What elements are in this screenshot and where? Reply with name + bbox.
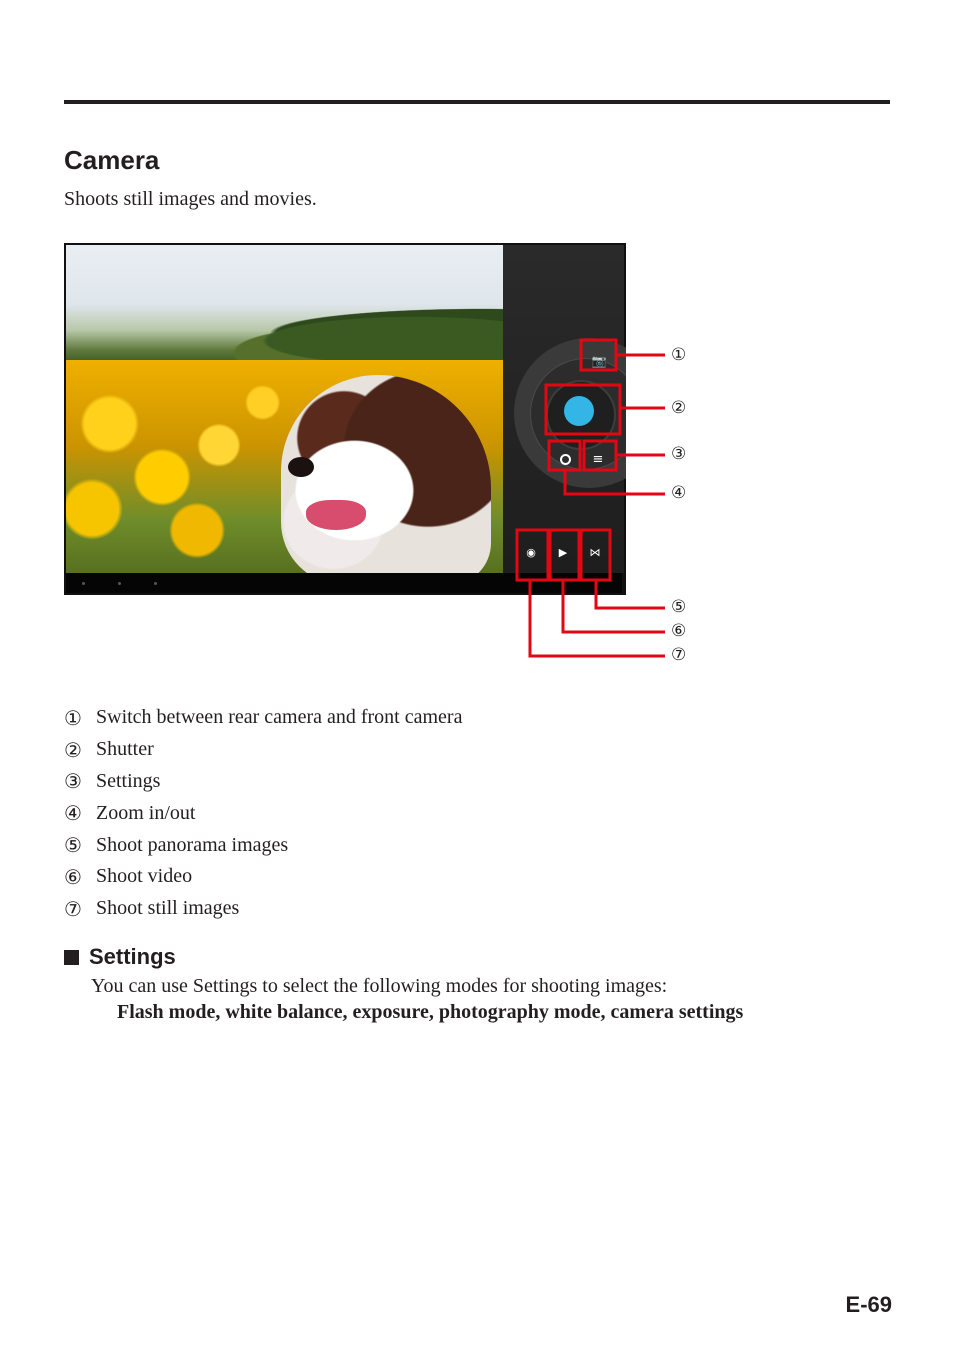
status-dot xyxy=(82,582,85,585)
legend-item xyxy=(64,893,462,925)
square-bullet-icon xyxy=(64,950,79,965)
legend-item xyxy=(64,797,462,829)
intro-text: Shoots still images and movies. xyxy=(64,188,317,210)
status-dot xyxy=(118,582,121,585)
settings-description: You can use Settings to select the following modes for shooting images: xyxy=(91,975,668,997)
legend-item xyxy=(64,766,462,798)
camera-screenshot xyxy=(64,243,626,595)
callout-number-7: ⑦ xyxy=(671,645,687,665)
page-title: Camera xyxy=(64,145,160,175)
legend-number: ⑦ xyxy=(64,896,82,921)
callout-number-3: ③ xyxy=(671,444,687,464)
legend-number: ⑥ xyxy=(64,864,82,889)
legend-text: Shoot panorama images xyxy=(96,833,289,856)
legend-number: ⑤ xyxy=(64,833,82,858)
header-rule xyxy=(64,100,890,104)
settings-heading-text: Settings xyxy=(89,944,176,969)
dog-tongue xyxy=(306,500,366,530)
callout-number-4: ④ xyxy=(671,483,687,503)
legend-number: ④ xyxy=(64,801,82,826)
legend-text: Shoot video xyxy=(96,865,193,888)
callout-number-2: ② xyxy=(671,398,687,418)
legend-text: Shutter xyxy=(96,738,154,761)
camera-icon[interactable]: ◉ xyxy=(526,545,536,559)
shutter-icon[interactable] xyxy=(564,396,594,426)
legend-number: ① xyxy=(64,705,82,730)
camera-control-panel xyxy=(503,245,624,573)
callout-number-1: ① xyxy=(671,345,687,365)
legend-text: Zoom in/out xyxy=(96,801,196,824)
settings-heading xyxy=(64,944,176,970)
status-dot xyxy=(154,582,157,585)
legend-text: Settings xyxy=(96,769,161,792)
camera-switch-icon[interactable]: 📷 xyxy=(591,354,607,368)
legend-text: Shoot still images xyxy=(96,897,240,920)
status-bar xyxy=(66,573,622,593)
callout-legend xyxy=(64,702,462,925)
settings-modes: Flash mode, white balance, exposure, photography mode, camera settings xyxy=(117,1001,744,1023)
legend-item xyxy=(64,734,462,766)
legend-text: Switch between rear camera and front camera xyxy=(96,706,463,729)
settings-sliders-icon[interactable]: ≡ xyxy=(592,451,604,467)
page-number: E-69 xyxy=(845,1292,892,1317)
legend-item xyxy=(64,861,462,893)
dog-nose xyxy=(288,457,314,477)
legend-number: ② xyxy=(64,737,82,762)
legend-number: ③ xyxy=(64,769,82,794)
panorama-icon[interactable]: ⋈ xyxy=(589,545,601,559)
legend-item xyxy=(64,829,462,861)
legend-item xyxy=(64,702,462,734)
background-trees xyxy=(66,285,503,365)
viewfinder-photo xyxy=(66,245,503,573)
callout-number-6: ⑥ xyxy=(671,621,687,641)
zoom-circle-icon[interactable] xyxy=(553,448,577,470)
video-camera-icon[interactable]: ▶ xyxy=(558,545,568,559)
callout-number-5: ⑤ xyxy=(671,597,687,617)
